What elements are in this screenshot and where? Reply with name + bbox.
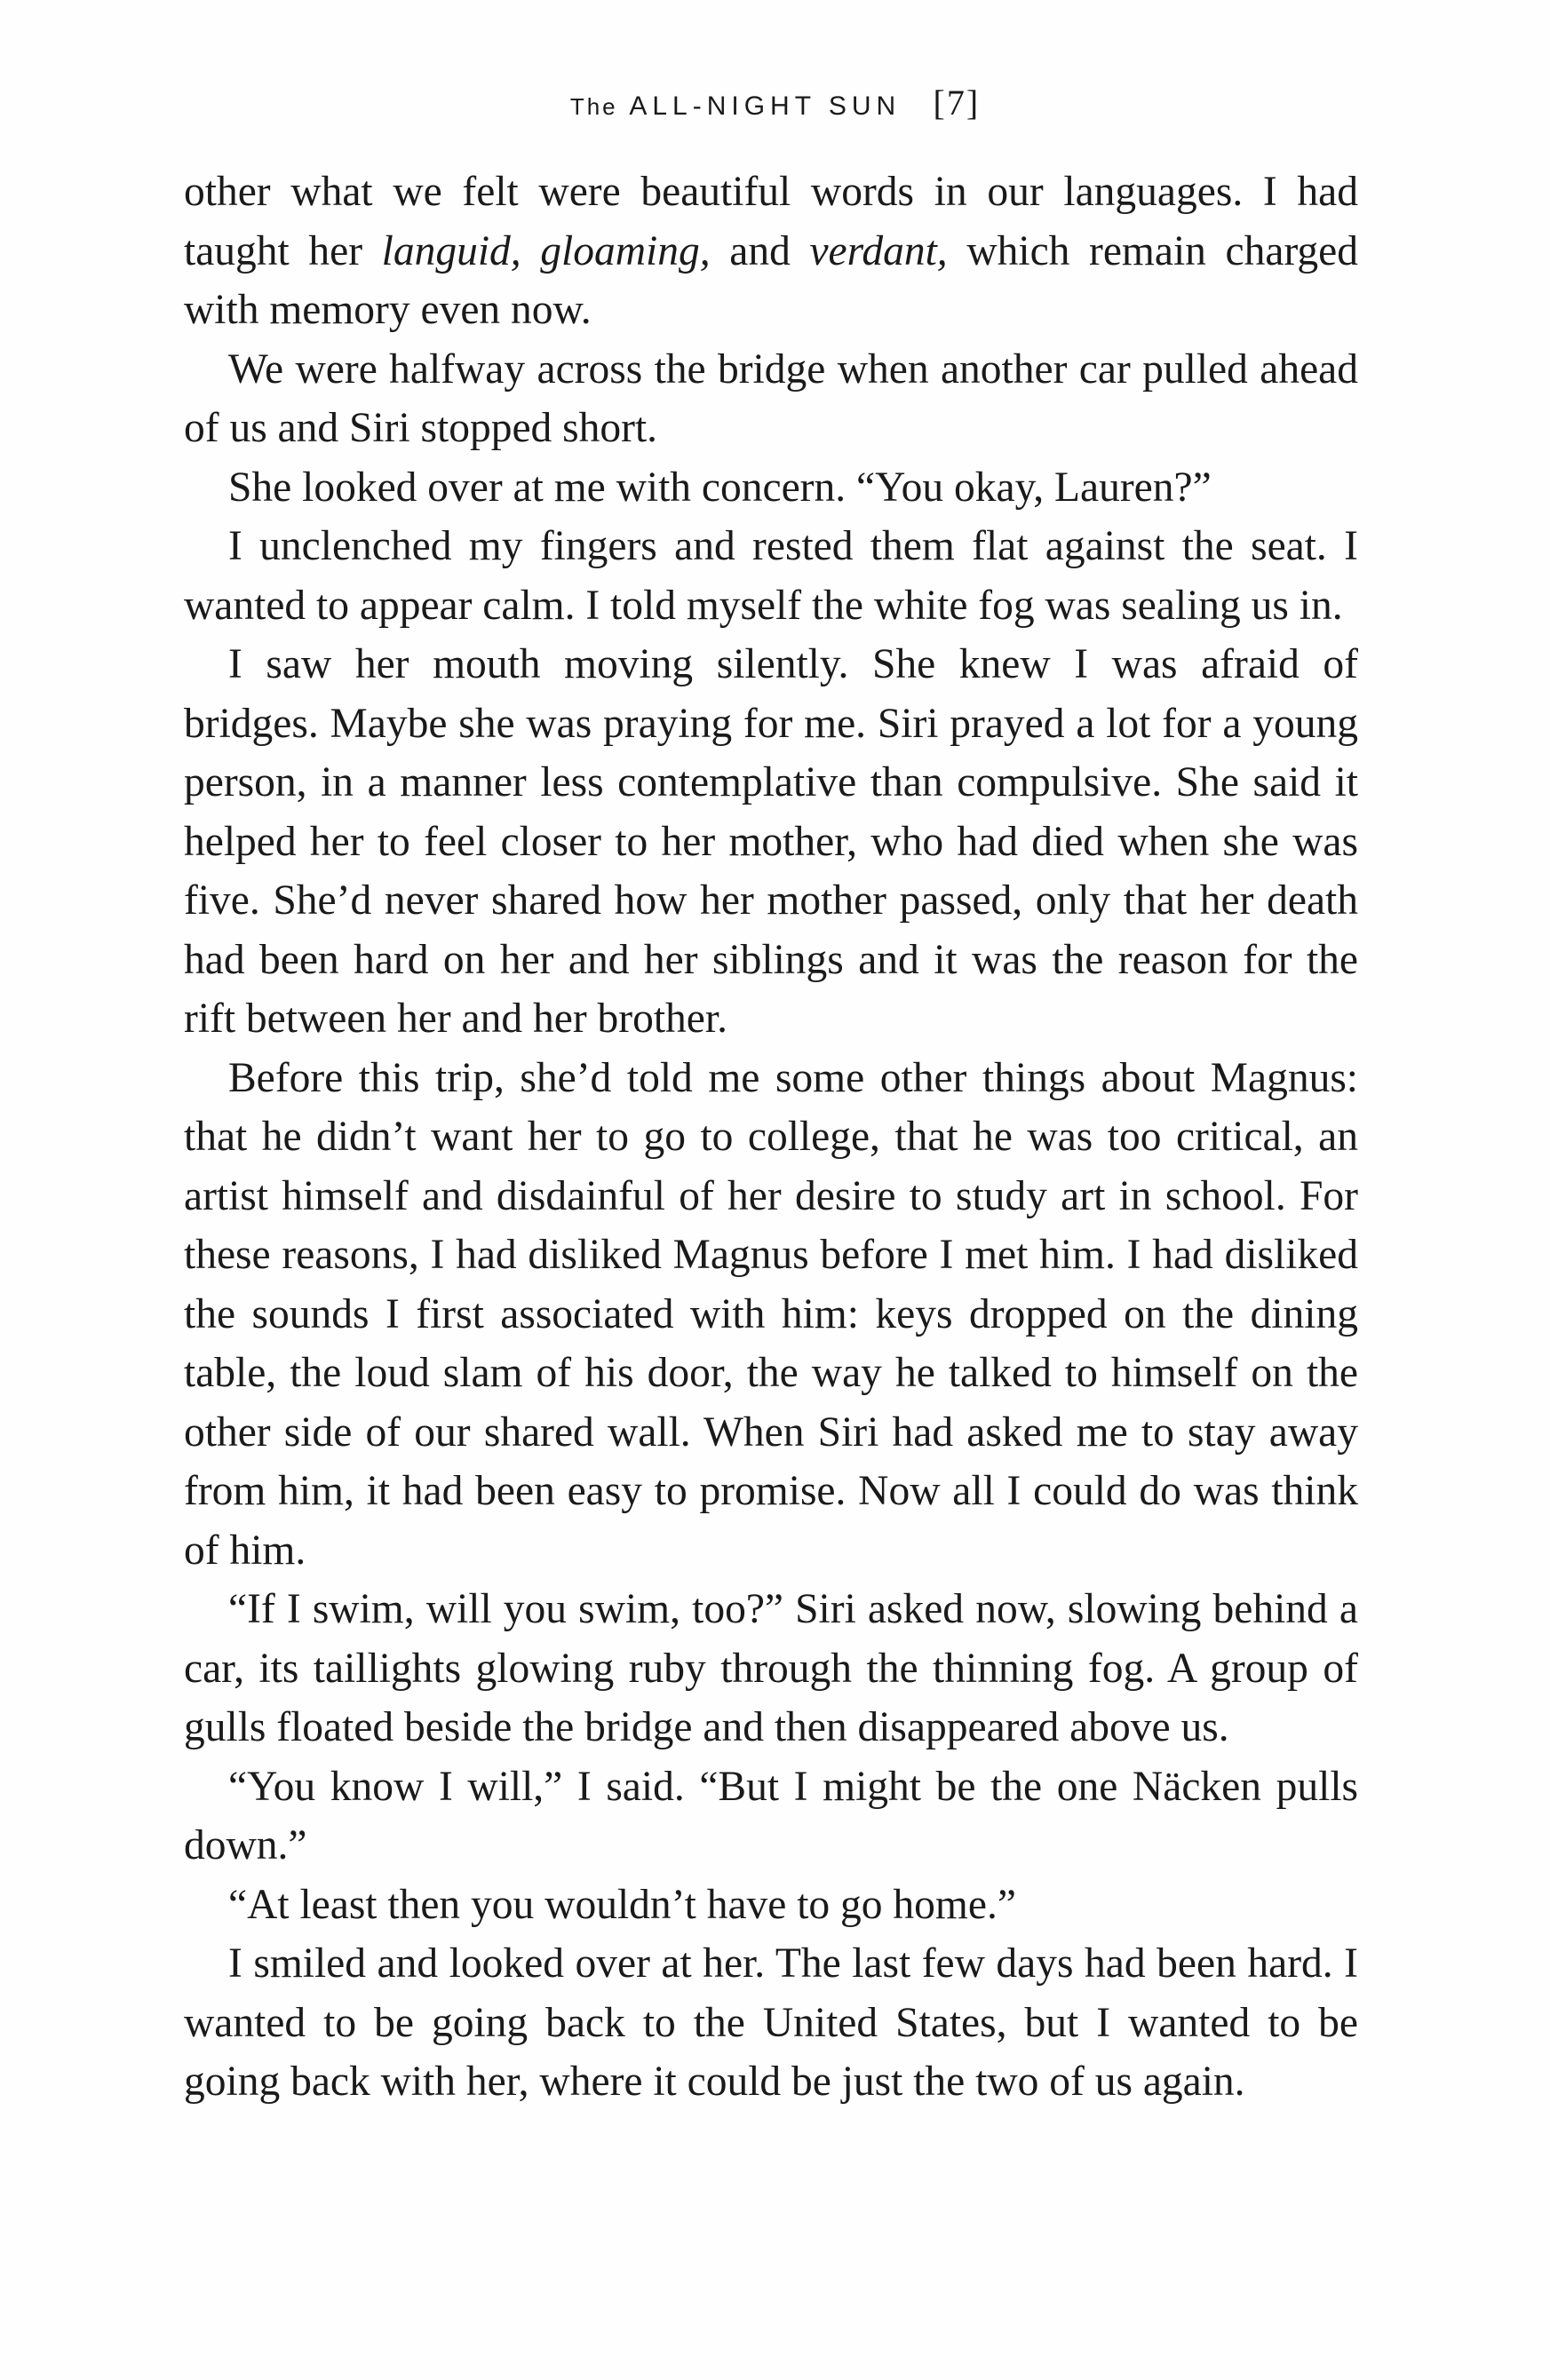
paragraph-text: “You know I will,” I said. “But I might be the one Näcken pulls down.” — [184, 1763, 1358, 1868]
running-head-prefix: The — [569, 93, 618, 120]
paragraph — [184, 1934, 1358, 2112]
paragraph — [184, 517, 1358, 635]
paragraph-text: Before this trip, she’d told me some other things about Magnus: that he didn’t want her to go to college, that he was too critical, an artist himself and disdainful of her desire to study art in school. For these reasons, I had disliked Magnus before I met him. I had disliked the sounds I first associated with him: keys dropped on the dining table, the loud slam of his door, the way he talked to himself on the other side of our shared wall. When Siri had asked me to stay away from him, it had been easy to promise. Now all I could do was think of him. — [184, 1054, 1358, 1574]
paragraph-text: I smiled and looked over at her. The last few days had been hard. I wanted to be going back to the United States, but I wanted to be going back with her, where it could be just the two of us again. — [184, 1940, 1358, 2105]
paragraph-text: I saw her mouth moving silently. She knew I was afraid of bridges. Maybe she was praying for me. Siri prayed a lot for a young person, in a manner less contemplative than compulsive. She said it helped her to feel closer to her mother, who had died when she was five. She’d never shared how her mother passed, only that her death had been hard on her and her siblings and it was the reason for the rift between her and her brother. — [184, 641, 1358, 1042]
paragraph — [184, 1580, 1358, 1757]
paragraph — [184, 1049, 1358, 1581]
paragraph-text: which remain charged with memory even now. — [184, 227, 1358, 333]
body-text — [184, 163, 1358, 2112]
page-number: [7] — [933, 83, 981, 123]
italic-text: verdant, — [809, 227, 948, 274]
paragraph-text: I unclenched my fingers and rested them flat against the seat. I wanted to appear calm. I told myself the white fog was sealing us in. — [184, 523, 1358, 629]
paragraph-text: “If I swim, will you swim, too?” Siri asked now, slowing behind a car, its taillights glowing ruby through the thinning fog. A group of gulls floated beside the bridge and then disappeared above us. — [184, 1586, 1358, 1750]
paragraph — [184, 458, 1358, 518]
paragraph-text: “At least then you wouldn’t have to go home.” — [228, 1881, 1016, 1928]
running-head — [0, 82, 1550, 123]
paragraph — [184, 635, 1358, 1049]
paragraph-text: She looked over at me with concern. “You okay, Lauren?” — [228, 464, 1212, 511]
paragraph-text: We were halfway across the bridge when another car pulled ahead of us and Siri stopped short. — [184, 345, 1358, 451]
paragraph-text: and — [710, 227, 810, 274]
paragraph-text: other what we felt were beautiful words in our languages. I had taught her — [184, 169, 1358, 274]
paragraph — [184, 340, 1358, 458]
paragraph — [184, 1757, 1358, 1876]
italic-text: languid, gloaming, — [381, 227, 711, 274]
paragraph — [184, 163, 1358, 340]
paragraph — [184, 1876, 1358, 1935]
running-head-title: ALL-NIGHT SUN — [629, 91, 902, 121]
